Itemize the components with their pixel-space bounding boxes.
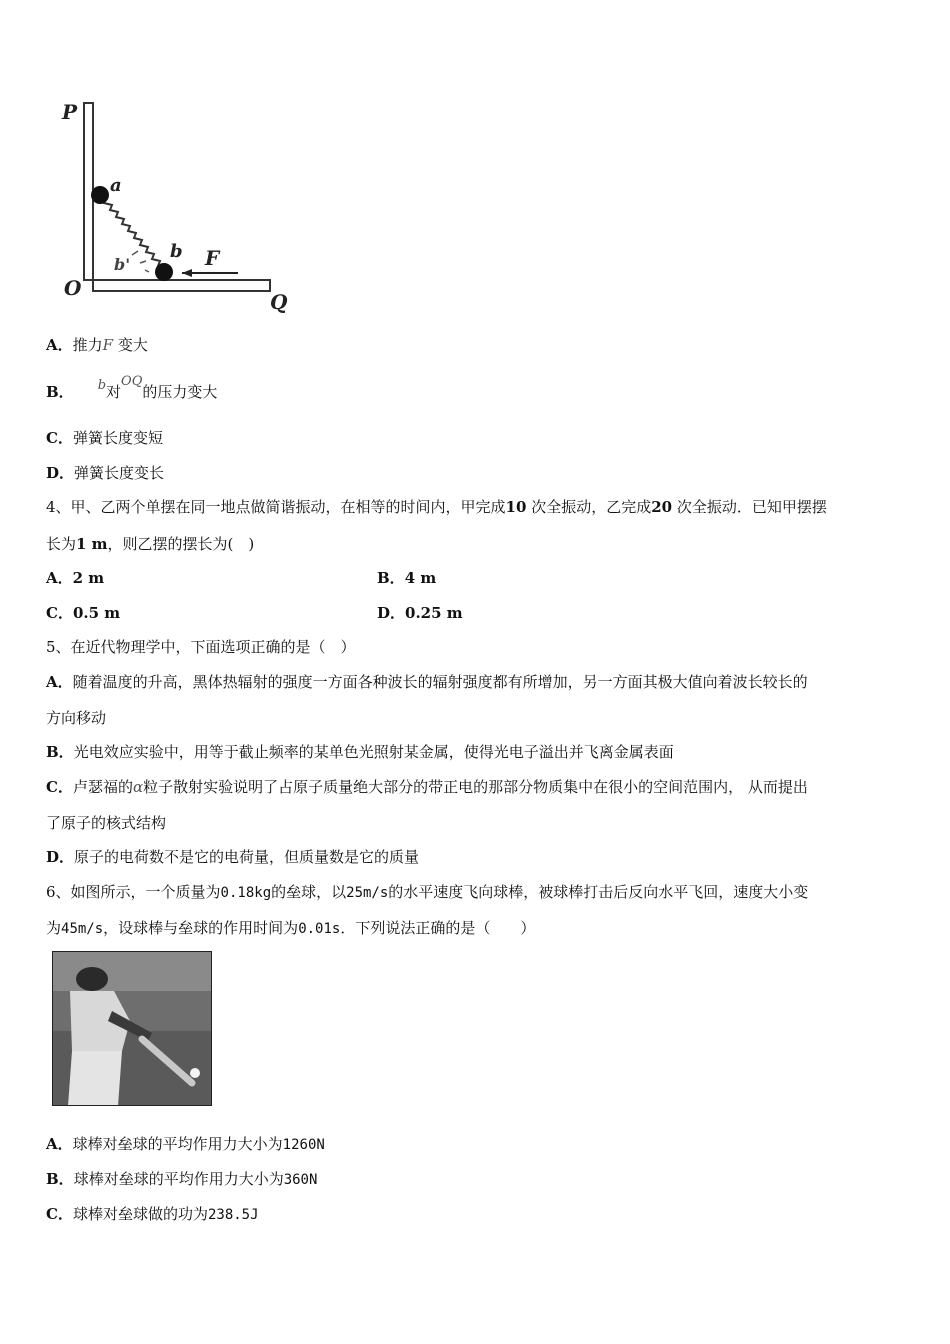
q4-option-d: D．0.25 m [377,604,463,622]
label-q: Q [270,290,288,314]
q3-option-a: A．推力F 变大 [46,336,148,354]
q6-option-b: B．球棒对垒球的平均作用力大小为360N [46,1170,318,1188]
label-p: P [62,100,78,124]
label-b: b [170,241,183,262]
q6-stem-line2: 为45m/s，设球棒与垒球的作用时间为0.01s．下列说法正确的是（ ） [46,919,536,937]
q3-option-b: B． b对OQ的压力变大 [46,374,218,401]
ball-a [91,186,109,204]
q4-option-b: B．4 m [377,569,437,587]
q5-stem: 5、在近代物理学中，下面选项正确的是（ ） [46,638,356,656]
q6-stem-line1: 6、如图所示，一个质量为0.18kg的垒球，以25m/s的水平速度飞向球棒，被球棒打击后反向水平飞回，速度大小变 [46,883,809,901]
label-b-prime: b' [114,255,131,274]
q4-option-c: C．0.5 m [46,604,121,622]
q5-option-a-line1: A．随着温度的升高，黑体热辐射的强度一方面各种波长的辐射强度都有所增加，另一方面其极大值向着波长较长的 [46,673,808,691]
spring-wall-diagram [60,95,300,320]
q5-option-d: D．原子的电荷数不是它的电荷量，但质量数是它的质量 [46,848,420,866]
q4-stem-line2: 长为1 m，则乙摆的摆长为( ) [46,535,255,553]
label-o: O [64,276,82,300]
label-a: a [110,175,122,196]
q4-option-a: A．2 m [46,569,105,587]
baseball-batter-photo [52,951,212,1106]
q6-option-a: A．球棒对垒球的平均作用力大小为1260N [46,1135,325,1153]
label-f: F [205,246,220,270]
ball-b [155,263,173,281]
q5-option-a-line2: 方向移动 [46,709,107,727]
q5-option-b: B．光电效应实验中，用等于截止频率的某单色光照射某金属，使得光电子溢出并飞离金属表面 [46,743,674,761]
q6-option-c: C．球棒对垒球做的功为238.5J [46,1205,259,1223]
q4-stem-line1: 4、甲、乙两个单摆在同一地点做简谐振动，在相等的时间内，甲完成10 次全振动，乙完成20 次全振动．已知甲摆摆 [46,498,827,516]
q5-option-c-line2: 了原子的核式结构 [46,814,167,832]
q5-option-c-line1: C．卢瑟福的α粒子散射实验说明了占原子质量绝大部分的带正电的那部分物质集中在很小的空间范围内， 从而提出 [46,778,808,796]
q3-option-c: C．弹簧长度变短 [46,429,163,447]
q3-option-d: D．弹簧长度变长 [46,464,165,482]
